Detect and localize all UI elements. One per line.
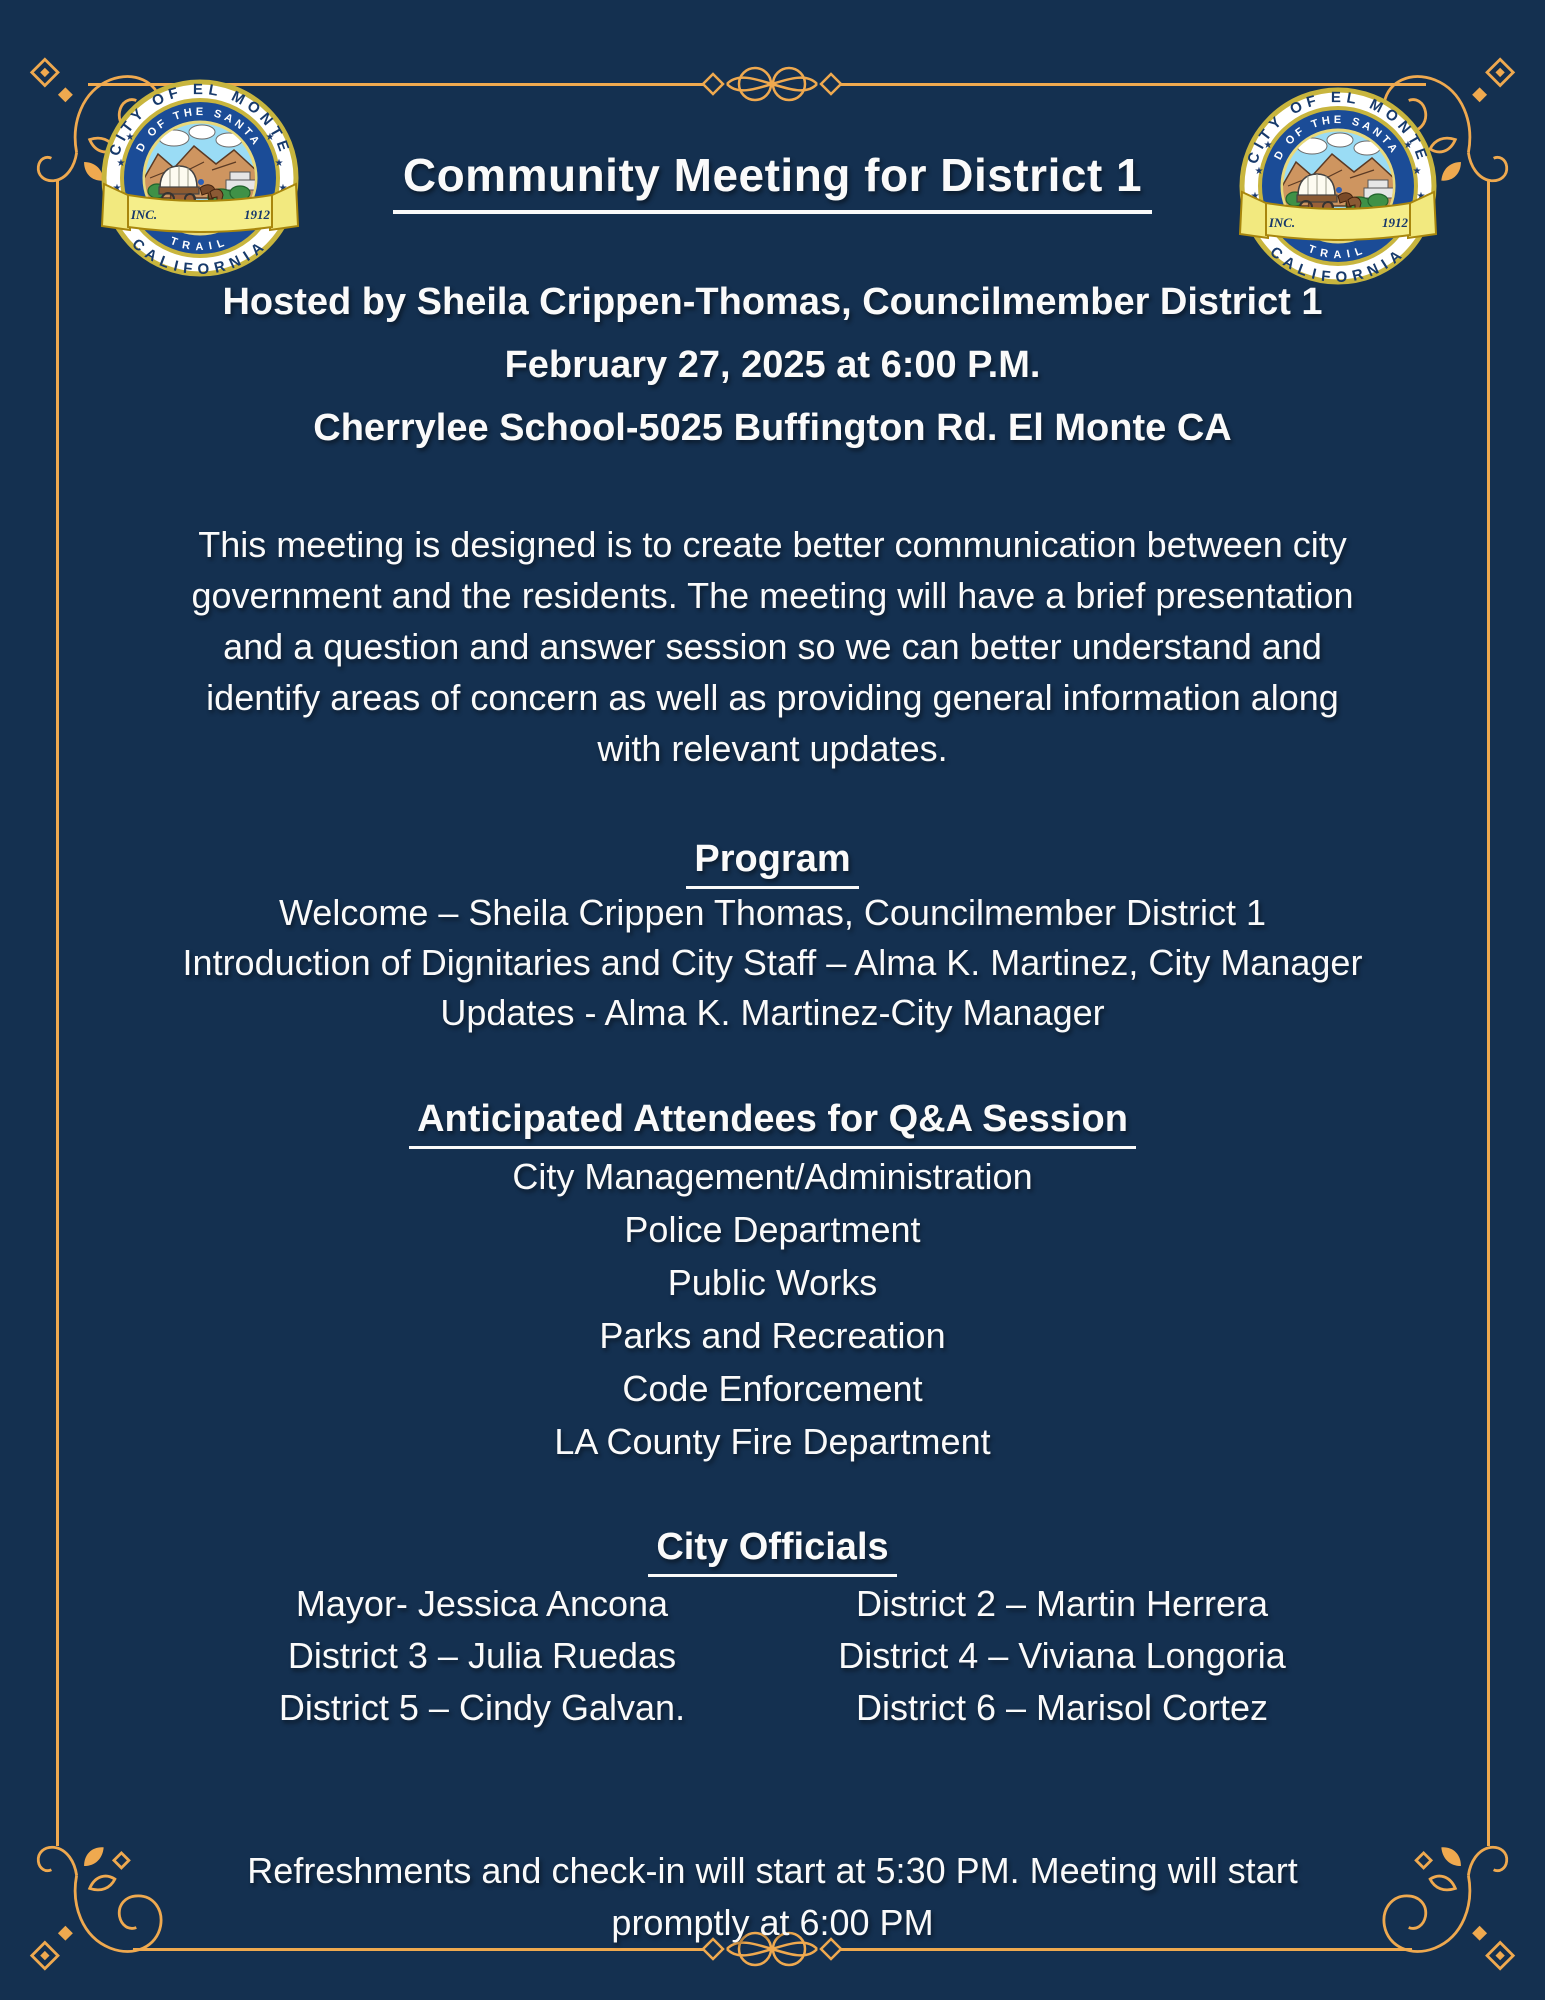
program-heading (0, 838, 1545, 889)
intro-line: government and the residents. The meeting will have a brief presentation (191, 575, 1354, 616)
officials-heading (0, 1526, 1545, 1577)
location-line: Cherrylee School-5025 Buffington Rd. El Monte CA (313, 407, 1232, 449)
official-item: District 2 – Martin Herrera (855, 1583, 1269, 1624)
footer-line-1: Refreshments and check-in will start at 5:30 PM. Meeting will start (247, 1850, 1298, 1891)
official-item: District 4 – Viviana Longoria (838, 1635, 1286, 1676)
date-time-line: February 27, 2025 at 6:00 P.M. (504, 344, 1041, 386)
official-item: District 3 – Julia Ruedas (287, 1635, 677, 1676)
intro-paragraph (0, 519, 1545, 774)
intro-line: and a question and answer session so we can better understand and (223, 626, 1322, 667)
attendee-item: Code Enforcement (622, 1368, 923, 1409)
attendee-item: Public Works (667, 1262, 878, 1303)
attendees-heading-text: Anticipated Attendees for Q&A Session (409, 1098, 1136, 1149)
intro-line: identify areas of concern as well as providing general information along (206, 677, 1339, 718)
attendee-item: LA County Fire Department (554, 1421, 991, 1462)
official-item: District 6 – Marisol Cortez (855, 1687, 1269, 1728)
program-item: Updates - Alma K. Martinez-City Manager (440, 992, 1105, 1033)
program-heading-text: Program (686, 838, 858, 889)
program-item: Introduction of Dignitaries and City Staff – Alma K. Martinez, City Manager (182, 942, 1363, 983)
attendee-item: City Management/Administration (512, 1156, 1033, 1197)
official-item: Mayor- Jessica Ancona (295, 1583, 669, 1624)
program-item: Welcome – Sheila Crippen Thomas, Councilmember District 1 (278, 892, 1267, 933)
hosted-by-line: Hosted by Sheila Crippen-Thomas, Councilmember District 1 (222, 281, 1323, 323)
program-list (0, 888, 1545, 1038)
footer-line-2: promptly at 6:00 PM (611, 1902, 934, 1943)
officials-heading-text: City Officials (648, 1526, 896, 1577)
intro-line: with relevant updates. (597, 728, 948, 769)
intro-line: This meeting is designed is to create better communication between city (198, 524, 1347, 565)
attendee-item: Parks and Recreation (599, 1315, 946, 1356)
attendee-item: Police Department (624, 1209, 921, 1250)
officials-grid (192, 1578, 1352, 1734)
official-item: District 5 – Cindy Galvan. (278, 1687, 686, 1728)
page-title-text: Community Meeting for District 1 (393, 148, 1152, 214)
divider-knot-icon (697, 61, 847, 107)
page-title (0, 148, 1545, 214)
attendees-heading (0, 1098, 1545, 1149)
attendees-list (0, 1150, 1545, 1468)
